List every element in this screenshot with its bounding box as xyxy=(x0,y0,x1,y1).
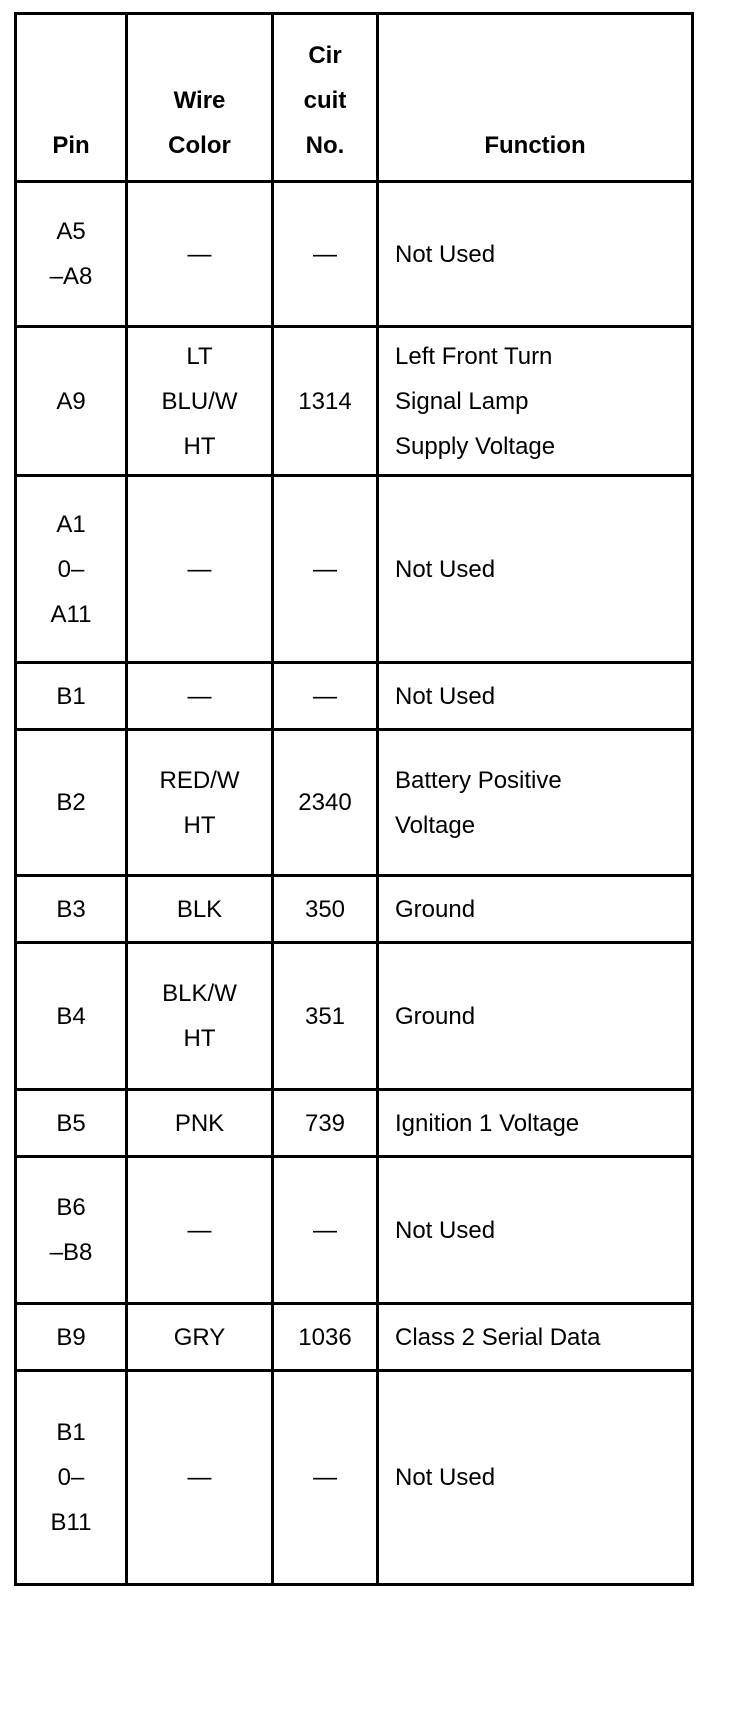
cell-pin-text: B5 xyxy=(56,1109,86,1137)
cell-pin xyxy=(16,1090,127,1157)
cell-pin xyxy=(16,663,127,730)
cell-function-text: Not Used xyxy=(395,240,496,268)
cell-function xyxy=(378,730,693,876)
cell-function xyxy=(378,876,693,943)
cell-circuit-no-text: — xyxy=(313,682,337,710)
column-header-circuit-no: Cir cuit No. xyxy=(273,14,378,182)
cell-function xyxy=(378,1304,693,1371)
cell-circuit-no-text: 1036 xyxy=(298,1323,352,1351)
cell-function-text: Not Used xyxy=(395,682,496,710)
cell-circuit-no-text: — xyxy=(313,240,337,268)
cell-function-text: Ground xyxy=(395,1002,476,1030)
cell-wire-color xyxy=(127,476,273,663)
cell-wire-color-text: LT BLU/W HT xyxy=(161,342,238,460)
cell-pin-text: A1 0– A11 xyxy=(50,510,92,628)
cell-function-text: Ground xyxy=(395,895,476,923)
cell-circuit-no xyxy=(273,327,378,476)
cell-wire-color-text: — xyxy=(187,555,212,583)
table-row xyxy=(16,1090,693,1157)
column-header-pin: Pin xyxy=(16,14,127,182)
cell-pin-text: B6 –B8 xyxy=(49,1194,93,1266)
cell-pin xyxy=(16,1157,127,1304)
cell-wire-color-text: BLK xyxy=(176,895,223,923)
cell-pin-text: B4 xyxy=(56,1002,86,1030)
cell-pin-text: B1 xyxy=(56,682,86,710)
cell-wire-color-text: BLK/W HT xyxy=(162,980,237,1052)
cell-function xyxy=(378,476,693,663)
cell-wire-color xyxy=(127,730,273,876)
cell-circuit-no xyxy=(273,1304,378,1371)
cell-function xyxy=(378,663,693,730)
cell-function xyxy=(378,1371,693,1585)
cell-function-text: Not Used xyxy=(395,1216,496,1244)
cell-circuit-no-text: 739 xyxy=(304,1109,346,1137)
table-row xyxy=(16,182,693,327)
cell-circuit-no-text: 350 xyxy=(304,895,346,923)
cell-circuit-no xyxy=(273,943,378,1090)
cell-circuit-no-text: 1314 xyxy=(298,387,352,415)
cell-function-text: Not Used xyxy=(395,1464,496,1491)
cell-pin-text: B1 0– B11 xyxy=(50,1419,92,1536)
cell-pin-text: B3 xyxy=(56,895,86,923)
table-row xyxy=(16,1371,693,1585)
cell-circuit-no-text: 351 xyxy=(304,1002,346,1030)
cell-wire-color-text: — xyxy=(187,240,212,268)
cell-wire-color xyxy=(127,663,273,730)
table-row xyxy=(16,476,693,663)
cell-wire-color-text: — xyxy=(187,682,212,710)
cell-wire-color-text: RED/W HT xyxy=(159,766,240,839)
cell-wire-color xyxy=(127,1090,273,1157)
cell-circuit-no-text: — xyxy=(313,1464,337,1491)
column-header-function: Function xyxy=(378,14,693,182)
cell-function xyxy=(378,1157,693,1304)
cell-function xyxy=(378,182,693,327)
cell-wire-color xyxy=(127,327,273,476)
cell-circuit-no-text: 2340 xyxy=(298,789,352,816)
table-row xyxy=(16,1304,693,1371)
cell-circuit-no xyxy=(273,1090,378,1157)
cell-function-text: Left Front Turn Signal Lamp Supply Voltage xyxy=(395,342,556,460)
cell-circuit-no-text: — xyxy=(313,1216,337,1244)
cell-pin-text: B9 xyxy=(56,1323,86,1351)
cell-circuit-no xyxy=(273,663,378,730)
cell-wire-color-text: GRY xyxy=(173,1323,226,1351)
cell-circuit-no xyxy=(273,1371,378,1585)
cell-pin-text: A9 xyxy=(56,387,86,415)
header-row xyxy=(16,14,693,182)
cell-pin xyxy=(16,943,127,1090)
cell-pin-text: A5 –A8 xyxy=(49,218,93,290)
cell-wire-color-text: PNK xyxy=(174,1109,225,1137)
cell-function xyxy=(378,1090,693,1157)
cell-wire-color-text: — xyxy=(187,1464,212,1491)
cell-pin xyxy=(16,327,127,476)
cell-circuit-no xyxy=(273,182,378,327)
connector-pinout-table xyxy=(14,12,694,1586)
cell-circuit-no-text: — xyxy=(313,555,337,583)
table-row xyxy=(16,1157,693,1304)
cell-wire-color xyxy=(127,182,273,327)
table-row xyxy=(16,327,693,476)
cell-function xyxy=(378,943,693,1090)
cell-pin xyxy=(16,730,127,876)
cell-pin xyxy=(16,182,127,327)
cell-function xyxy=(378,327,693,476)
cell-wire-color xyxy=(127,1157,273,1304)
cell-function-text: Ignition 1 Voltage xyxy=(395,1109,580,1137)
cell-pin-text: B2 xyxy=(56,789,86,816)
column-header-wire-color: Wire Color xyxy=(127,14,273,182)
cell-function-text: Not Used xyxy=(395,555,496,583)
cell-wire-color xyxy=(127,876,273,943)
cell-circuit-no xyxy=(273,730,378,876)
cell-circuit-no xyxy=(273,1157,378,1304)
table-row xyxy=(16,876,693,943)
cell-function-text: Battery Positive Voltage xyxy=(395,766,562,839)
cell-pin xyxy=(16,476,127,663)
cell-wire-color xyxy=(127,1371,273,1585)
cell-pin xyxy=(16,1371,127,1585)
table-row xyxy=(16,663,693,730)
cell-pin xyxy=(16,876,127,943)
table-row xyxy=(16,943,693,1090)
cell-pin xyxy=(16,1304,127,1371)
cell-wire-color xyxy=(127,943,273,1090)
cell-circuit-no xyxy=(273,476,378,663)
cell-wire-color xyxy=(127,1304,273,1371)
table-row xyxy=(16,730,693,876)
cell-function-text: Class 2 Serial Data xyxy=(395,1323,601,1351)
cell-circuit-no xyxy=(273,876,378,943)
cell-wire-color-text: — xyxy=(187,1216,212,1244)
